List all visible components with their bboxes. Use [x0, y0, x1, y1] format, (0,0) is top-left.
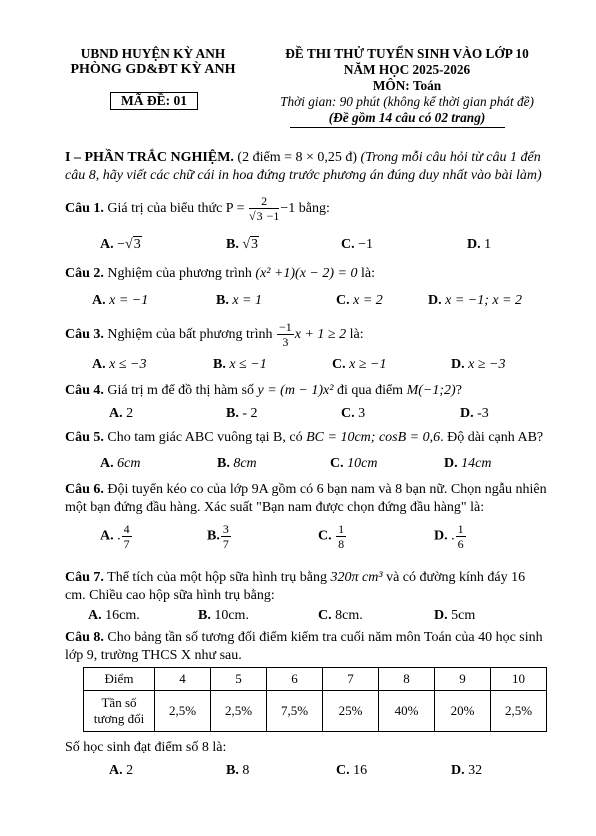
- q1-frac-num: 2: [249, 195, 279, 209]
- option-letter: D.: [434, 608, 448, 623]
- title-line3: MÔN: Toán: [372, 78, 442, 93]
- option-text: - 2: [238, 406, 258, 421]
- option-pre: .: [113, 528, 121, 544]
- q1-expr-rest: −1: [280, 201, 296, 216]
- question-3: [65, 320, 364, 350]
- q2-text-b: là:: [357, 266, 375, 281]
- option-letter: D.: [451, 763, 465, 778]
- option-letter: D.: [444, 456, 458, 471]
- section-instr-a: (Trong mỗi câu hỏi từ câu 1 đến: [357, 150, 541, 165]
- option-text: 14cm: [457, 456, 492, 471]
- q1-option-d[interactable]: [467, 237, 491, 253]
- q2-option-a[interactable]: [92, 293, 148, 309]
- option-letter: A.: [92, 357, 106, 372]
- q4-expr: y = (m − 1)x²: [257, 383, 334, 398]
- q8-text-b: lớp 9, trường THCS X như sau.: [65, 648, 242, 663]
- q1-frac-den-rad: 3: [256, 209, 263, 224]
- q3-fraction: [277, 321, 294, 348]
- frac-num: 4: [123, 522, 130, 536]
- table-cell: 2,5%: [155, 691, 211, 732]
- option-letter: D.: [460, 406, 474, 421]
- q4-label: Câu 4.: [65, 383, 104, 398]
- q3-frac-den: 3: [282, 335, 289, 350]
- q4-text: Giá trị m để đồ thị hàm số: [103, 383, 258, 398]
- option-letter: C.: [341, 237, 355, 252]
- option-text: 2: [122, 763, 134, 778]
- frac-num: 1: [457, 522, 464, 536]
- q5-expr: BC = 10cm; cosB = 0,6: [306, 430, 441, 445]
- option-pre: −: [113, 237, 126, 252]
- q3-frac-num: −1: [278, 320, 292, 335]
- option-fraction: [336, 523, 346, 550]
- option-text: 8cm: [229, 456, 257, 471]
- q7-label: Câu 7.: [65, 570, 104, 585]
- option-text: 10cm.: [210, 608, 249, 623]
- q3-option-c[interactable]: [332, 357, 386, 373]
- option-letter: B.: [226, 237, 239, 252]
- q6-text-a: Đội tuyển kéo co của lớp 9A gồm có 6 bạn nam và 8 bạn nữ. Chọn ngẫu nhiên: [103, 482, 547, 497]
- section-title: I – PHẦN TRẮC NGHIỆM.: [65, 150, 234, 165]
- q5-text-b: . Độ dài cạnh AB?: [440, 430, 544, 445]
- question-8: [65, 630, 543, 646]
- q5-option-d[interactable]: [444, 456, 491, 472]
- q4-option-a[interactable]: [109, 406, 133, 422]
- pages-line: (Đề gồm 14 câu có 02 trang): [328, 110, 486, 125]
- table-header-cell: Điểm: [84, 668, 155, 691]
- option-letter: B.: [198, 608, 211, 623]
- q3-option-d[interactable]: [451, 357, 505, 373]
- q8-option-b[interactable]: [226, 763, 249, 779]
- q7-option-d[interactable]: [434, 608, 475, 624]
- option-text: 16cm.: [101, 608, 140, 623]
- q2-option-d[interactable]: [428, 293, 522, 309]
- option-letter: A.: [109, 763, 123, 778]
- option-fraction: [122, 523, 132, 550]
- option-letter: B.: [213, 357, 226, 372]
- option-text: x ≤ −1: [225, 357, 267, 372]
- q8-text-a: Cho bảng tần số tương đối điểm kiểm tra cuối năm môn Toán của 40 học sinh: [103, 630, 543, 645]
- option-pre: [239, 237, 243, 252]
- q7-option-a[interactable]: [88, 608, 140, 624]
- option-letter: B.: [217, 456, 230, 471]
- q4-text-c: ?: [455, 383, 462, 398]
- frac-num: 1: [338, 522, 345, 536]
- title-line2: NĂM HỌC 2025-2026: [343, 62, 471, 77]
- q7-option-c[interactable]: [318, 608, 363, 624]
- q1-option-a[interactable]: A. −√3: [100, 237, 141, 252]
- question-4: [65, 383, 462, 399]
- option-fraction: [221, 523, 231, 550]
- q6-option-d[interactable]: [434, 523, 467, 550]
- frequency-table: [83, 667, 547, 732]
- q4-point: M(−1;2): [406, 383, 456, 398]
- q7-expr: 320π cm³: [330, 570, 383, 585]
- option-letter: A.: [100, 456, 114, 471]
- option-letter: A.: [88, 608, 102, 623]
- q2-option-b[interactable]: [216, 293, 262, 309]
- option-letter: C.: [330, 456, 344, 471]
- option-text: 2: [122, 406, 134, 421]
- table-cell: 40%: [379, 691, 435, 732]
- option-text: 8cm.: [331, 608, 363, 623]
- q7-text-c: cm. Chiều cao hộp sữa hình trụ bằng:: [65, 588, 275, 603]
- table-cell: 20%: [435, 691, 491, 732]
- option-letter: B.: [226, 763, 239, 778]
- table-cell: 4: [155, 668, 211, 691]
- table-cell: 2,5%: [211, 691, 267, 732]
- option-letter: D.: [428, 293, 442, 308]
- q8-option-a[interactable]: [109, 763, 133, 779]
- q3-option-b[interactable]: [213, 357, 267, 373]
- option-letter: D.: [467, 237, 481, 252]
- table-cell: 10: [491, 668, 547, 691]
- option-rad: 3: [251, 237, 259, 252]
- q6-label: Câu 6.: [65, 482, 104, 497]
- option-text: x = −1; x = 2: [441, 293, 523, 308]
- option-letter: A.: [100, 237, 114, 252]
- q3-label: Câu 3.: [65, 327, 104, 342]
- option-letter: A.: [109, 406, 123, 421]
- exam-code-box: MÃ ĐỀ: 01: [110, 92, 198, 110]
- option-text: 1: [480, 237, 492, 252]
- option-letter: A.: [92, 293, 106, 308]
- q3-text: Nghiệm của bất phương trình: [103, 327, 276, 342]
- table-cell: 5: [211, 668, 267, 691]
- table-cell: 7,5%: [267, 691, 323, 732]
- q4-option-b[interactable]: [226, 406, 258, 422]
- table-cell: 8: [379, 668, 435, 691]
- option-rad: 3: [133, 237, 141, 252]
- question-7: [65, 570, 525, 586]
- question-5: [65, 430, 543, 446]
- q1-fraction: [249, 195, 279, 222]
- q1-text-b: bằng:: [295, 201, 330, 216]
- option-fraction: [456, 523, 466, 550]
- table-row: [84, 691, 547, 732]
- frac-den: 8: [338, 537, 345, 551]
- q6-option-c[interactable]: [318, 523, 347, 550]
- org-line1: UBND HUYỆN KỲ ANH: [80, 46, 226, 61]
- table-row: [84, 668, 547, 691]
- option-letter: D.: [434, 528, 448, 544]
- q1-frac-den-rest: −1: [263, 209, 280, 224]
- option-text: x ≤ −3: [105, 357, 147, 372]
- q4-text-b: đi qua điểm: [333, 383, 407, 398]
- frac-den: 7: [123, 537, 130, 551]
- option-text: 6cm: [113, 456, 141, 471]
- table-head-b: tương đối: [93, 711, 145, 726]
- q3-text-b: là:: [346, 327, 364, 342]
- q4-option-d[interactable]: [460, 406, 489, 422]
- time-line: Thời gian: 90 phút (không kể thời gian phát đề): [280, 94, 534, 109]
- section-instr-b: câu 8, hãy viết các chữ cái in hoa đứng trước phương án đúng duy nhất vào bài làm): [65, 168, 542, 183]
- q2-label: Câu 2.: [65, 266, 104, 281]
- frac-num: 3: [222, 522, 229, 536]
- option-letter: C.: [318, 608, 332, 623]
- q5-label: Câu 5.: [65, 430, 104, 445]
- header-underline: [290, 127, 505, 128]
- q6-text-b: một bạn đứng đầu hàng. Xác suất "Bạn nam được chọn đứng đầu hàng" là:: [65, 500, 485, 515]
- option-letter: B.: [207, 528, 220, 544]
- option-text: x ≥ −3: [464, 357, 506, 372]
- option-letter: A.: [100, 528, 114, 544]
- option-text: -3: [473, 406, 489, 421]
- option-text: 5cm: [447, 608, 476, 623]
- q2-expr: (x² +1)(x − 2) = 0: [255, 266, 358, 281]
- q3-option-a[interactable]: [92, 357, 146, 373]
- option-text: 8: [238, 763, 250, 778]
- option-text: x ≥ −1: [345, 357, 387, 372]
- frac-den: 6: [457, 537, 464, 551]
- table-cell: 9: [435, 668, 491, 691]
- q5-text: Cho tam giác ABC vuông tại B, có: [103, 430, 307, 445]
- title-line1: ĐỀ THI THỬ TUYỂN SINH VÀO LỚP 10: [285, 46, 529, 61]
- q8-label: Câu 8.: [65, 630, 104, 645]
- q6-option-b[interactable]: [207, 523, 232, 550]
- q1-option-c[interactable]: [341, 237, 373, 253]
- q4-option-c[interactable]: [341, 406, 365, 422]
- q5-option-b[interactable]: [217, 456, 257, 472]
- option-text: 10cm: [343, 456, 378, 471]
- question-2: [65, 266, 375, 282]
- option-text: 32: [464, 763, 483, 778]
- option-text: x = −1: [105, 293, 149, 308]
- q2-text: Nghiệm của phương trình: [103, 266, 256, 281]
- option-pre: .: [447, 528, 455, 544]
- option-text: −1: [354, 237, 374, 252]
- table-cell: 25%: [323, 691, 379, 732]
- q5-option-a[interactable]: [100, 456, 140, 472]
- q3-expr-rest: x + 1 ≥ 2: [294, 327, 347, 342]
- table-cell: 6: [267, 668, 323, 691]
- q7-option-b[interactable]: [198, 608, 249, 624]
- option-text: x = 1: [228, 293, 263, 308]
- q7-text-b: và có đường kính đáy 16: [382, 570, 526, 585]
- option-text: x = 2: [349, 293, 383, 308]
- q6-option-a[interactable]: [100, 523, 133, 550]
- option-letter: C.: [336, 293, 350, 308]
- option-letter: B.: [226, 406, 239, 421]
- section-heading: [65, 150, 541, 166]
- q8-option-d[interactable]: [451, 763, 482, 779]
- section-points: (2 điểm = 8 × 0,25 đ): [233, 150, 358, 165]
- option-letter: C.: [336, 763, 350, 778]
- option-letter: C.: [341, 406, 355, 421]
- q8-option-c[interactable]: [336, 763, 367, 779]
- q1-frac-den: √3 −1: [248, 209, 280, 224]
- option-text: 16: [349, 763, 368, 778]
- table-cell: 2,5%: [491, 691, 547, 732]
- option-letter: C.: [318, 528, 332, 544]
- q2-option-c[interactable]: [336, 293, 383, 309]
- option-letter: D.: [451, 357, 465, 372]
- option-letter: B.: [216, 293, 229, 308]
- q1-label: Câu 1.: [65, 201, 104, 216]
- table-head-a: Tần số: [101, 695, 137, 710]
- q1-expr-lhs: P =: [225, 201, 248, 216]
- option-letter: C.: [332, 357, 346, 372]
- org-line2: PHÒNG GD&ĐT KỲ ANH: [70, 62, 236, 77]
- option-pre: [332, 529, 336, 544]
- q1-option-b[interactable]: B. √3: [226, 237, 259, 252]
- table-cell: 7: [323, 668, 379, 691]
- question-1: [65, 193, 330, 225]
- table-header-cell: [84, 691, 155, 732]
- frac-den: 7: [222, 537, 229, 551]
- q8-question: Số học sinh đạt điểm số 8 là:: [65, 740, 227, 755]
- q5-option-c[interactable]: [330, 456, 377, 472]
- question-6: [65, 482, 547, 498]
- q7-text-a: Thể tích của một hộp sữa hình trụ bằng: [103, 570, 331, 585]
- q1-text: Giá trị của biểu thức: [103, 201, 226, 216]
- option-text: 3: [354, 406, 366, 421]
